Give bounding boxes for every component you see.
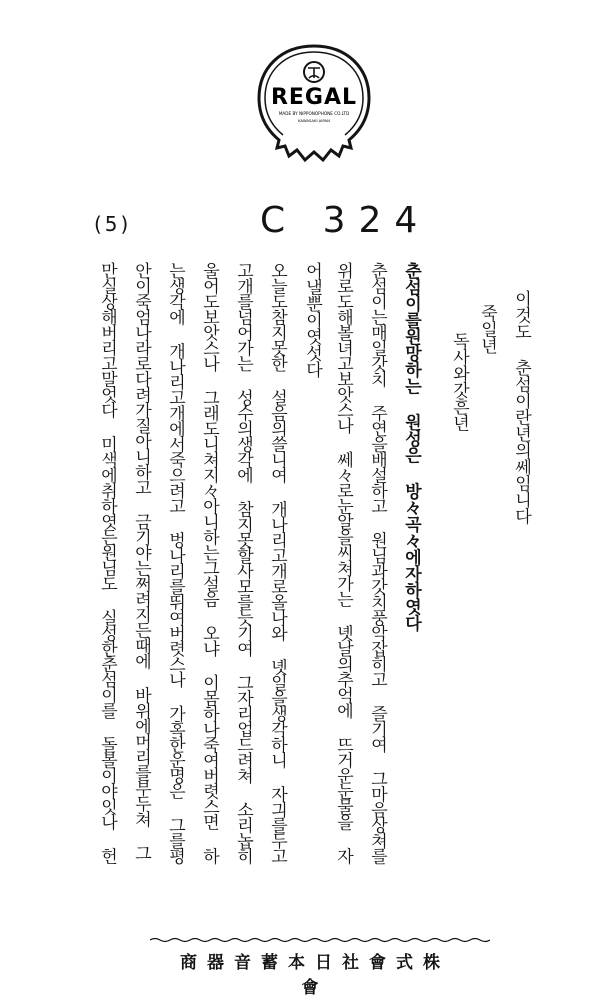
lyrics-column: 춘섬이를원망하는 원성은 방々곡々에자하엿다 (401, 262, 421, 631)
lyrics-column: 안이죽엄나라로다려가질아니하고 금기야는쩌려지든때에 바위에머리를부두쳐 그 (131, 262, 151, 860)
decorative-rule (150, 928, 490, 934)
catalog-number: C 324 (260, 200, 431, 241)
label-place-text: KAWASAKI JAPAN (298, 118, 330, 123)
lyrics-column: 는생각에 개나리고개에서죽으려고 벙나리를뛰여버렷스나 가혹한운명은 그를평 (165, 262, 185, 863)
lyrics-column: 이것도 춘섬이란년의쎄임니다 (511, 290, 531, 524)
lyrics-column: 울어도보앗스나 그래도니쳐지々아니하는그설음 오냐 이몸하나죽여버렷스면 하 (199, 262, 219, 863)
page-number: (5) (94, 212, 132, 236)
lyrics-column: 오늘도참지못한 설음의쓸니여 개나리고개로올나와 녯일을생각하니 자긔를두고 (267, 262, 287, 863)
regal-label-logo (255, 42, 373, 168)
publisher-name: 株式會社日本蓄音器商會 (180, 953, 450, 998)
lyrics-column: 위로도해볼녀고보앗스나 쎄々로눈알을씨쳐가는 녯날의추억에 뜨거운눈물을 자 (333, 262, 353, 863)
lyrics-column: 죽일년 (477, 304, 497, 354)
regal-brand-text: REGAL (270, 85, 358, 110)
publisher-footer (180, 948, 450, 998)
lyrics-column: 어낼뿐이엿섯다 (302, 262, 322, 378)
lyrics-column: 춘섬이는매일갓치 주연을배설하고 원님과갓치풍악잡히고 즐기여 그마음상쳐를 (367, 262, 387, 863)
lyrics-column: 독사와갓흔년 (449, 332, 469, 431)
lyrics-column: 만실상해버리고말엇다 미색에취하엿든원님도 실성한춘섬이를 돌볼이야잇나 헌 (97, 262, 117, 863)
lyrics-block (70, 262, 560, 922)
lyrics-column: 고개를넘어가는 성수의생각에 참지못할사모를늣기여 그자리업드려쳐 소리놉히 (233, 262, 253, 863)
label-maker-text: MADE BY NIPPONOPHONE CO.LTD (278, 111, 350, 116)
